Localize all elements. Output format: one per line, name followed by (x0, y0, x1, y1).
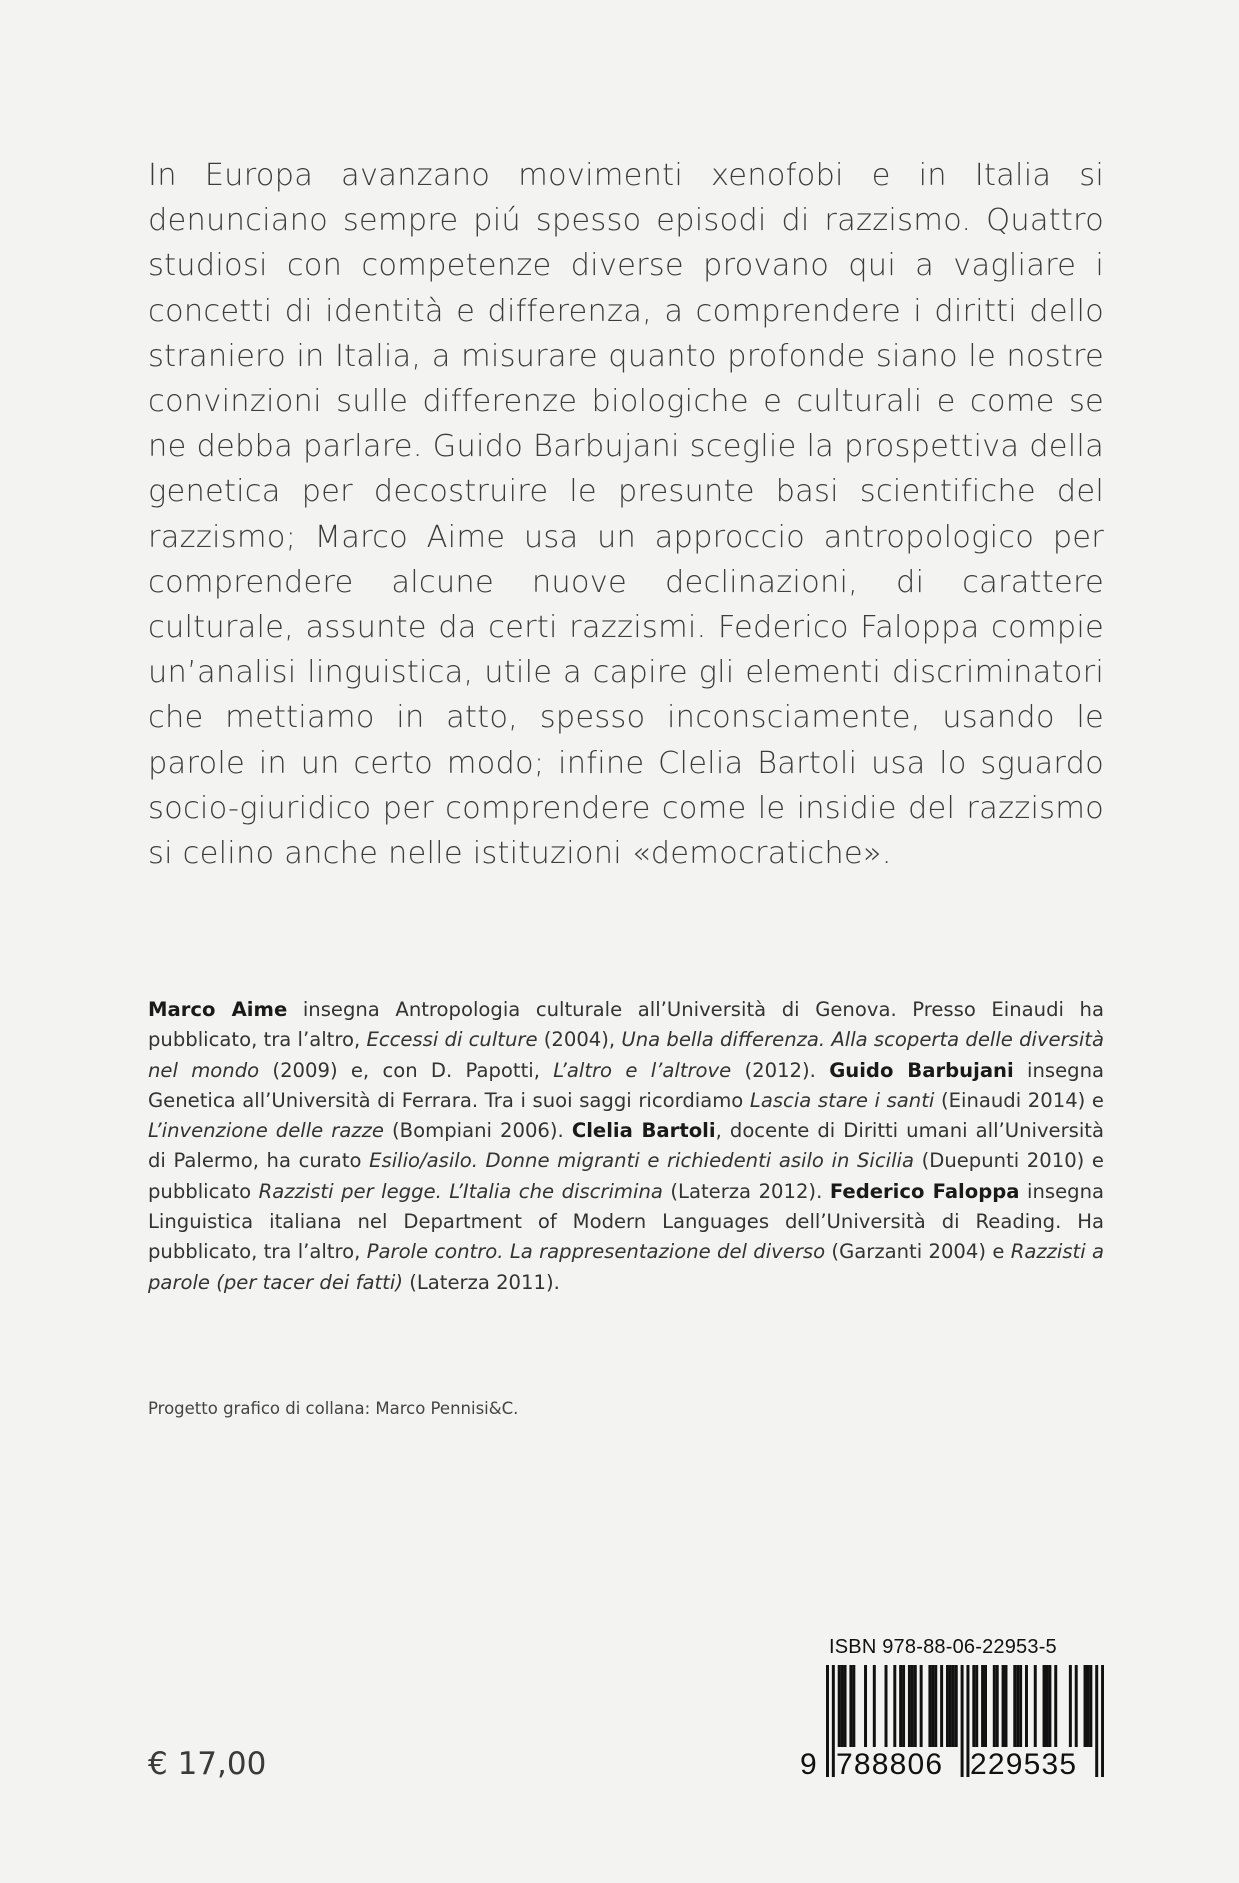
barcode-bar (1089, 1665, 1092, 1747)
barcode-bar (1101, 1665, 1104, 1777)
book-title: Lascia stare i santi (749, 1088, 935, 1112)
bio-text: (Laterza 2012). (662, 1179, 830, 1203)
book-title: Razzisti a parole (per tacer dei fatti) (148, 1240, 1105, 1294)
barcode-bar (844, 1665, 847, 1747)
bio-text: (Laterza 2011). (402, 1270, 560, 1294)
bio-text: (Einaudi 2014) e (934, 1088, 1104, 1112)
bio-text: (2004), (537, 1028, 622, 1052)
barcode-bar (972, 1665, 975, 1747)
barcode-bar (1002, 1665, 1005, 1747)
bio-text: , docente di Diritti umani all’Università di Palermo, ha curato (148, 1119, 1104, 1173)
book-title: Una bella differenza. Alla scoperta delle diversità nel mondo (148, 1028, 1104, 1082)
barcode-bar (849, 1665, 852, 1747)
bio-text: (2012). (731, 1058, 830, 1082)
barcode-bar (931, 1665, 934, 1747)
bio-text: insegna Genetica all’Università di Ferrara. Tra i suoi saggi ricordiamo (148, 1058, 1105, 1112)
isbn-label: ISBN 978-88-06-22953-5 (829, 1636, 1057, 1658)
author-name-bartoli: Clelia Bartoli (571, 1119, 716, 1143)
design-credit: Progetto grafico di collana: Marco Pennisi&C. (148, 1399, 519, 1418)
barcode-bar (946, 1665, 949, 1747)
barcode-bar (911, 1665, 914, 1747)
barcode-bar (1048, 1665, 1051, 1747)
barcode-bar (975, 1665, 978, 1747)
barcode-bar (1054, 1665, 1057, 1747)
barcode-bar (928, 1665, 931, 1747)
barcode-bar (899, 1665, 902, 1747)
barcode-bar (1019, 1665, 1022, 1747)
author-name-barbujani: Guido Barbujani (829, 1058, 1014, 1082)
barcode-bar (826, 1665, 829, 1777)
barcode-bar (832, 1665, 835, 1777)
barcode-bar (841, 1665, 844, 1747)
barcode-bar (955, 1665, 958, 1747)
barcode-bar (1016, 1665, 1019, 1747)
barcode-bar (966, 1665, 969, 1777)
barcode-bar (920, 1665, 923, 1747)
barcode-bar (914, 1665, 917, 1747)
bio-text: insegna Antropologia culturale all’Università di Genova. Presso Einaudi ha pubblicato, tra l’altro, (148, 998, 1104, 1052)
barcode-bar (981, 1665, 984, 1747)
ean-left-group: 788806 (836, 1748, 944, 1781)
bio-text: (Garzanti 2004) e (825, 1240, 1011, 1264)
barcode-bar (1095, 1665, 1098, 1777)
barcode-bar (1045, 1665, 1048, 1747)
barcode-bar (993, 1665, 996, 1747)
author-name-aime: Marco Aime (148, 998, 288, 1021)
ean-right-group: 229535 (970, 1748, 1078, 1781)
barcode-bar (1025, 1665, 1028, 1747)
barcode-bar (908, 1665, 911, 1747)
barcode-bar (1069, 1665, 1072, 1747)
barcode-bar (984, 1665, 987, 1747)
book-title: L’altro e l’altrove (553, 1058, 732, 1082)
book-title: Razzisti per legge. L’Italia che discrimina (258, 1179, 663, 1203)
price: € 17,00 (148, 1746, 267, 1782)
ean-first-digit: 9 (800, 1748, 817, 1781)
barcode-bar (852, 1665, 855, 1747)
bio-text: (Bompiani 2006). (383, 1119, 572, 1143)
barcode-bar (1084, 1665, 1087, 1747)
bio-text: insegna Linguistica italiana nel Department of Modern Languages dell’Università di Reading. Ha pubblicato, tra l’altro, (148, 1179, 1105, 1264)
barcode-bar (940, 1665, 943, 1747)
barcode-bar (873, 1665, 876, 1747)
book-title: Parole contro. La rappresentazione del diverso (366, 1240, 826, 1264)
blurb-text: In Europa avanzano movimenti xenofobi e in Italia si denunciano sempre piú spesso episodi di razzismo. Quattro studiosi con competenze diverse provano qui a vagliare i concetti di identità e differenza, a comprendere i diritti dello straniero in Italia, a misurare quanto profonde siano le nostre convinzioni sulle differenze biologiche e culturali e come se ne debba parlare. Guido Barbujani sceglie la prospettiva della genetica per decostruire le presunte basi scientifiche del razzismo; Marco Aime usa un approccio antropologico per comprendere alcune nuove declinazioni, di carattere culturale, assunte da certi razzismi. Federico Faloppa compie un’analisi linguistica, utile a capire gli elementi discriminatori che mettiamo in atto, spesso inconsciamente, usando le parole in un certo modo; infine Clelia Bartoli usa lo sguardo socio-giuridico per comprendere come le insidie del razzismo si celino anche nelle istituzioni «democratiche». (148, 158, 1104, 872)
barcode-bar (1005, 1665, 1008, 1747)
barcode-bar (996, 1665, 999, 1747)
bio-text: (Duepunti 2010) e pubblicato (148, 1149, 1104, 1203)
barcode-bar (952, 1665, 955, 1747)
author-name-faloppa: Federico Faloppa (829, 1179, 1020, 1203)
barcode-bar (949, 1665, 952, 1747)
barcode-bar (838, 1665, 841, 1747)
barcode-bar (885, 1665, 888, 1747)
barcode-bar (961, 1665, 964, 1777)
book-title: Esilio/asilo. Donne migranti e richiedenti asilo in Sicilia (369, 1149, 914, 1173)
barcode-bar (864, 1665, 867, 1747)
barcode-bar (1013, 1665, 1016, 1747)
bio-text: (2009) e, con D. Papotti, (259, 1058, 554, 1082)
author-bios (148, 995, 1104, 1298)
book-title: L’invenzione delle razze (148, 1119, 384, 1143)
barcode-bar (1075, 1665, 1078, 1747)
barcode-bar (1034, 1665, 1037, 1747)
barcode-bar (1086, 1665, 1089, 1747)
barcode-bar (893, 1665, 896, 1747)
barcode-bar (1043, 1665, 1046, 1747)
barcode-bar (934, 1665, 937, 1747)
barcode-bar (902, 1665, 905, 1747)
book-title: Eccessi di culture (366, 1028, 538, 1052)
